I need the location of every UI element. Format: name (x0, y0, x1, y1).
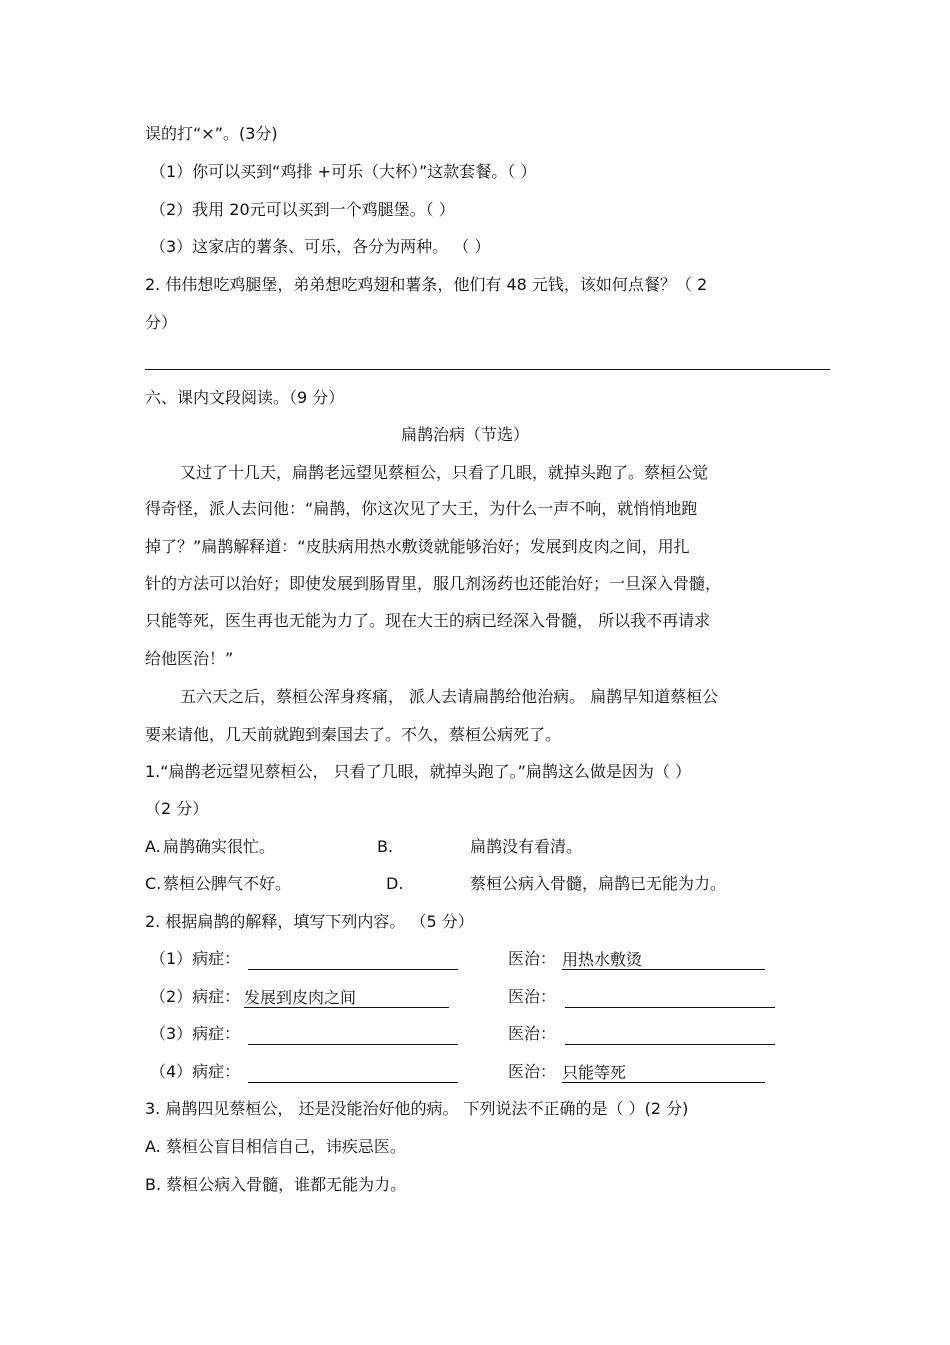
option-d-letter[interactable]: D. (386, 874, 404, 893)
cure-blank[interactable] (565, 1024, 775, 1045)
passage-line: 给他医治！” (145, 649, 234, 668)
cure-blank[interactable]: 只能等死 (562, 1062, 765, 1083)
option-d-text: 蔡桓公病入骨髓，扁鹊已无能为力。 (470, 874, 727, 893)
cure-label: 医治： (508, 1062, 557, 1081)
question-2: 2. 根据扁鹊的解释，填写下列内容。 （5 分） (145, 912, 474, 931)
cure-label: 医治： (508, 987, 557, 1006)
option-a-letter[interactable]: A. (145, 837, 161, 856)
symptom-blank[interactable]: 发展到皮肉之间 (244, 987, 449, 1008)
symptom-blank[interactable] (248, 1024, 458, 1045)
section-heading: 六、课内文段阅读。（9 分） (145, 388, 345, 407)
question-1-points: （2 分） (145, 799, 209, 818)
cure-label: 医治： (508, 1024, 557, 1043)
symptom-label: （3）病症： (150, 1024, 241, 1043)
true-false-item-3: （3）这家店的薯条、可乐，各分为两种。 （ ） (150, 237, 491, 256)
symptom-blank[interactable] (248, 949, 458, 970)
option-c-text: 蔡桓公脾气不好。 (163, 874, 292, 893)
cure-blank[interactable] (565, 987, 775, 1008)
option-c-letter[interactable]: C. (145, 874, 162, 893)
passage-line: 得奇怪，派人去问他：“扁鹊，你这次见了大王，为什么一声不响，就悄悄地跑 (145, 499, 698, 518)
question-intro-tail: 误的打“×”。(3分) (145, 124, 278, 143)
passage-title: 扁鹊治病（节选） (400, 425, 529, 444)
symptom-label: （1）病症： (150, 949, 241, 968)
true-false-item-1: （1）你可以买到“鸡排 +可乐（大杯）”这款套餐。（ ） (150, 162, 537, 181)
order-question-line-1: 2. 伟伟想吃鸡腿堡，弟弟想吃鸡翅和薯条，他们有 48 元钱，该如何点餐？（ 2 (145, 275, 708, 294)
cure-label: 医治： (508, 949, 557, 968)
option-a-text: 扁鹊确实很忙。 (163, 837, 276, 856)
order-question-line-2: 分） (145, 313, 178, 332)
cure-blank[interactable]: 用热水敷烫 (562, 949, 765, 970)
q3-option-b[interactable]: B. 蔡桓公病入骨髓，谁都无能为力。 (145, 1175, 407, 1194)
passage-line: 只能等死，医生再也无能为力了。现在大王的病已经深入骨髓， 所以我不再请求 (145, 611, 711, 630)
answer-line[interactable] (145, 369, 830, 370)
symptom-label: （2）病症： (150, 987, 241, 1006)
passage-line: 又过了十几天，扁鹊老远望见蔡桓公，只看了几眼，就掉头跑了。蔡桓公觉 (180, 463, 709, 482)
passage-line: 针的方法可以治好；即使发展到肠胃里，服几剂汤药也还能治好；一旦深入骨髓， (145, 574, 722, 593)
passage-line: 掉了？”扁鹊解释道：“皮肤病用热水敷烫就能够治好；发展到皮肉之间，用扎 (145, 537, 690, 556)
question-3: 3. 扁鹊四见蔡桓公， 还是没能治好他的病。 下列说法不正确的是（ ）(2 分) (145, 1099, 689, 1118)
option-b-letter[interactable]: B. (377, 837, 394, 856)
true-false-item-2: （2）我用 20元可以买到一个鸡腿堡。（ ） (150, 200, 455, 219)
symptom-label: （4）病症： (150, 1062, 241, 1081)
q3-option-a[interactable]: A. 蔡桓公盲目相信自己，讳疾忌医。 (145, 1137, 406, 1156)
question-1: 1.“扁鹊老远望见蔡桓公， 只看了几眼，就掉头跑了。”扁鹊这么做是因为（ ） (145, 762, 692, 781)
passage-line: 五六天之后，蔡桓公浑身疼痛， 派人去请扁鹊给他治病。 扁鹊早知道蔡桓公 (180, 687, 719, 706)
symptom-blank[interactable] (248, 1062, 458, 1083)
passage-line: 要来请他，几天前就跑到秦国去了。不久，蔡桓公病死了。 (145, 725, 562, 744)
option-b-text: 扁鹊没有看清。 (470, 837, 583, 856)
